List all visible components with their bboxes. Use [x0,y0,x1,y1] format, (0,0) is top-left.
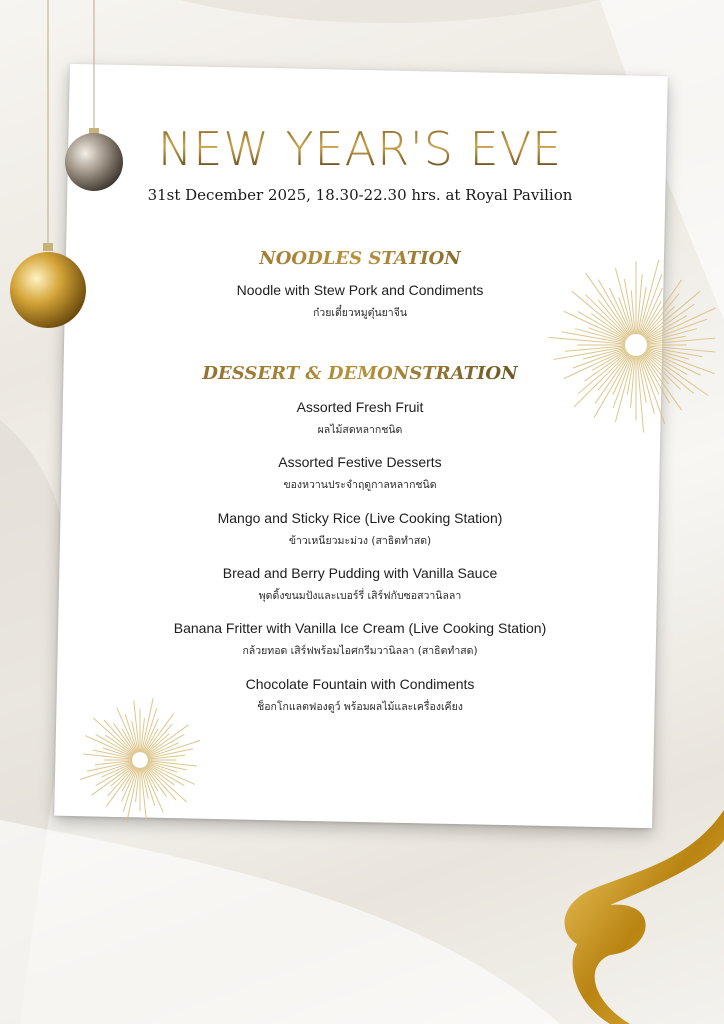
menu-item-name: Assorted Festive Desserts [278,454,442,470]
menu-item-thai-name: ช็อกโกแลตฟองดูว์ พร้อมผลไม้และเครื่องเคียง [257,701,463,713]
menu-content [100,0,620,1024]
menu-item-thai-name: ของหวานประจำฤดูกาลหลากชนิด [283,479,437,491]
menu-item-name: Bread and Berry Pudding with Vanilla Sauce [222,565,498,581]
menu-item-thai-name: ข้าวเหนียวมะม่วง (สาธิตทำสด) [288,535,432,547]
menu-item-thai-name: กล้วยทอด เสิร์ฟพร้อมไอศกรีมวานิลลา (สาธิตทำสด) [242,645,478,657]
menu-item-thai-name: ผลไม้สดหลากชนิด [317,424,403,436]
menu-item-name: Banana Fritter with Vanilla Ice Cream (Live Cooking Station) [173,620,547,636]
menu-item-name: Noodle with Stew Pork and Condiments [236,282,484,298]
gold-bauble-icon [10,252,86,328]
section-heading-dessert: DESSERT & DEMONSTRATION [100,363,620,384]
menu-item-thai-name: พุดดิ้งขนมปังและเบอร์รี่ เสิร์ฟกับซอสวานิลลา [258,590,462,602]
section-heading-noodles: NOODLES STATION [100,248,620,269]
menu-item-name: Mango and Sticky Rice (Live Cooking Station) [217,510,503,526]
menu-item-thai-name: ก๋วยเตี๋ยวหมูตุ๋นยาจีน [312,307,408,319]
menu-item-name: Assorted Fresh Fruit [296,399,424,415]
menu-item-name: Chocolate Fountain with Condiments [245,676,475,692]
menu-title: NEW YEAR'S EVE [100,122,620,176]
event-details: 31st December 2025, 18.30-22.30 hrs. at Royal Pavilion [147,186,573,204]
